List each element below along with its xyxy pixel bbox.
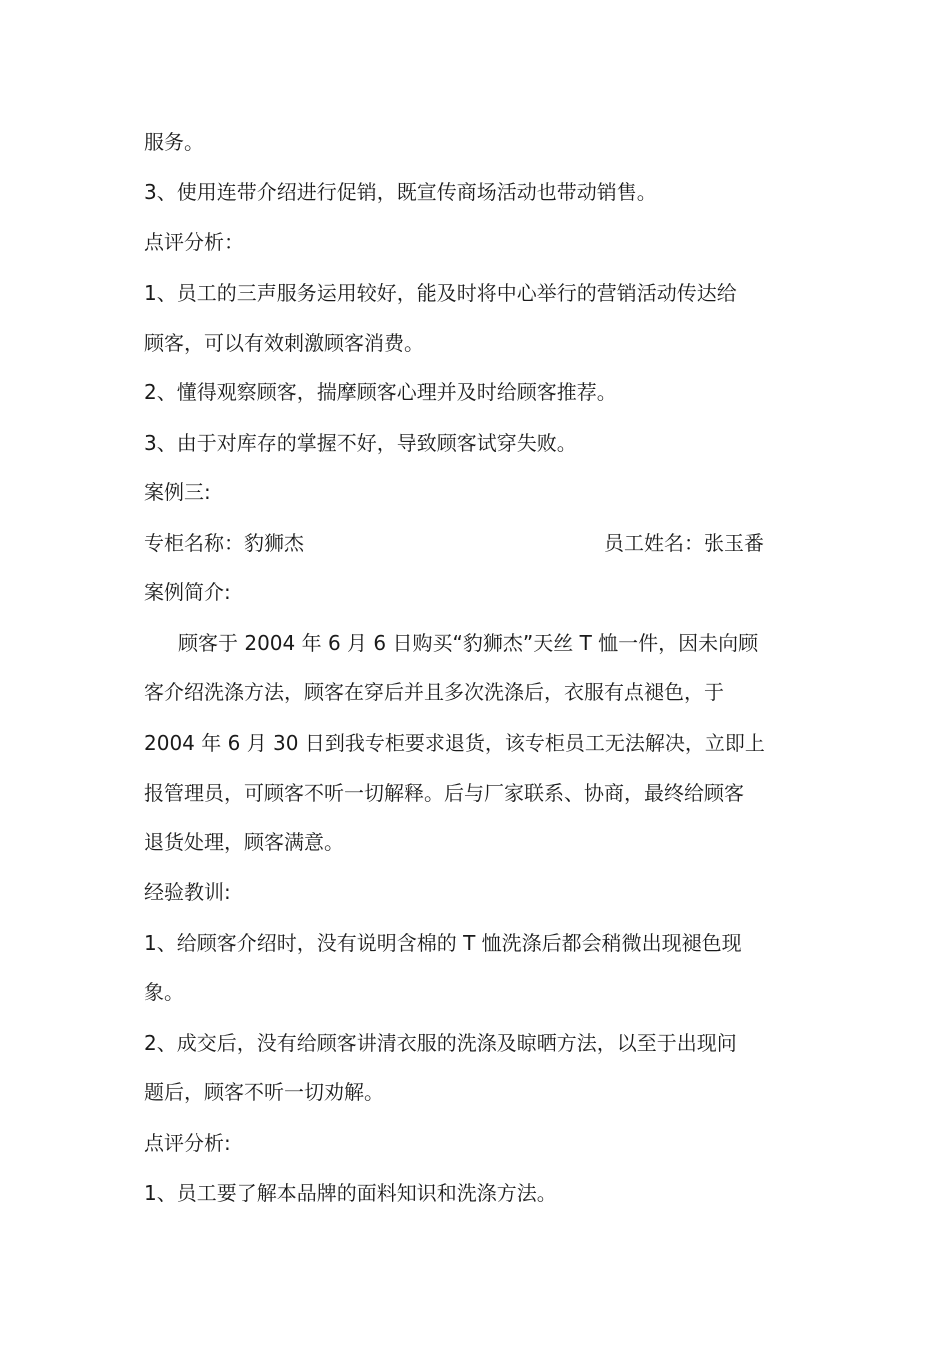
text-line: 顾客于 2004 年 6 月 6 日购买“豹狮杰”天丝 T 恤一件，因未向顾: [178, 631, 759, 655]
text-line: 题后，顾客不听一切劝解。: [144, 1080, 384, 1104]
text-line: 2、成交后，没有给顾客讲清衣服的洗涤及晾晒方法，以至于出现问: [144, 1031, 737, 1055]
section-heading: 经验教训:: [144, 880, 231, 904]
section-heading: 点评分析:: [144, 1131, 231, 1155]
text-line: 3、使用连带介绍进行促销，既宣传商场活动也带动销售。: [144, 180, 657, 204]
text-line: 1、员工的三声服务运用较好，能及时将中心举行的营销活动传达给: [144, 281, 737, 305]
employee-name-field: 员工姓名：张玉番: [604, 531, 764, 555]
text-line: 3、由于对库存的掌握不好，导致顾客试穿失败。: [144, 431, 577, 455]
text-line: 报管理员，可顾客不听一切解释。后与厂家联系、协商，最终给顾客: [144, 781, 744, 805]
text-line: 2、懂得观察顾客，揣摩顾客心理并及时给顾客推荐。: [144, 380, 617, 404]
text-line: 顾客，可以有效刺激顾客消费。: [144, 331, 424, 355]
text-line: 1、员工要了解本品牌的面料知识和洗涤方法。: [144, 1181, 557, 1205]
section-heading: 案例简介:: [144, 580, 231, 604]
text-line: 2004 年 6 月 30 日到我专柜要求退货，该专柜员工无法解决，立即上: [144, 731, 765, 755]
text-line: 象。: [144, 980, 184, 1004]
counter-name-field: 专柜名称：豹狮杰: [144, 531, 304, 555]
section-heading: 案例三:: [144, 480, 211, 504]
text-line: 客介绍洗涤方法，顾客在穿后并且多次洗涤后，衣服有点褪色，于: [144, 680, 724, 704]
section-heading: 点评分析：: [144, 230, 244, 254]
text-line: 退货处理，顾客满意。: [144, 830, 344, 854]
text-line: 1、给顾客介绍时，没有说明含棉的 T 恤洗涤后都会稍微出现褪色现: [144, 931, 742, 955]
text-line: 服务。: [144, 130, 204, 154]
